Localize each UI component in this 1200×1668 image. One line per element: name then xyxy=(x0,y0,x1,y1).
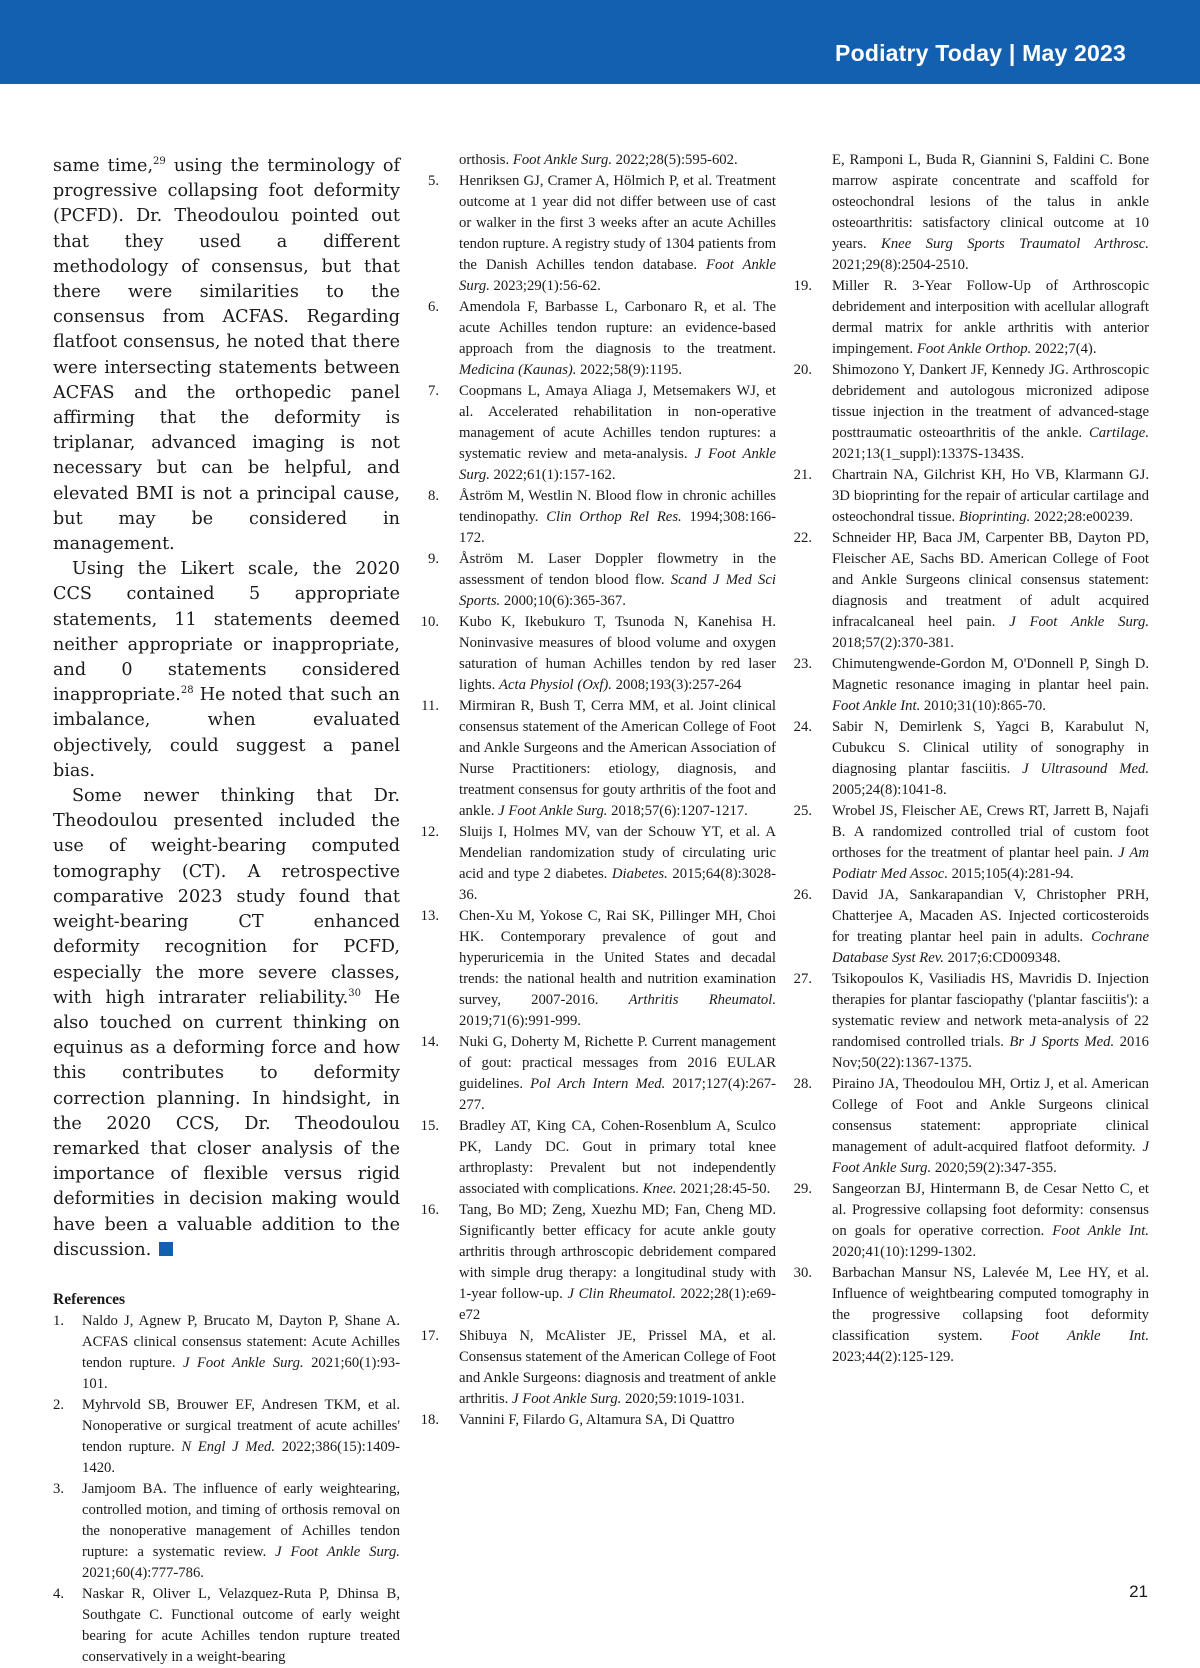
reference-details: 2016 Nov;50(22):1367-1375. xyxy=(832,1034,1149,1071)
reference-journal: J Foot Ankle Surg. xyxy=(512,1391,622,1407)
reference-text: Barbachan Mansur NS, Lalevée M, Lee HY, et al. Influence of weightbearing computed tomography in the progressive collapsing foot deformity classification system. xyxy=(832,1265,1149,1344)
reference-text: Sangeorzan BJ, Hintermann B, de Cesar Netto C, et al. Progressive collapsing foot deformity: consensus on goals for operative correction. xyxy=(832,1181,1149,1239)
reference-number: 21. xyxy=(793,467,812,483)
reference-number: 9. xyxy=(427,551,439,567)
reference-journal: J Foot Ankle Surg. xyxy=(832,1139,1149,1176)
reference-item xyxy=(423,696,776,822)
reference-journal: J Foot Ankle Surg. xyxy=(1009,614,1149,630)
reference-text: David JA, Sankarapandian V, Christopher PRH, Chatterjee A, Macaden AS. Injected corticosteroids for treating plantar heel pain in adults. xyxy=(832,887,1149,945)
reference-text: Shibuya N, McAlister JE, Prissel MA, et al. Consensus statement of the American College of Foot and Ankle Surgeons: diagnosis and treatment of ankle arthritis. xyxy=(459,1328,776,1407)
reference-text: Naskar R, Oliver L, Velazquez-Ruta P, Dhinsa B, Southgate C. Functional outcome of early weight bearing for acute Achilles tendon rupture treated conservatively in a weight-bearing xyxy=(82,1585,400,1665)
reference-details: 2022;386(15):1409-1420. xyxy=(82,1438,400,1476)
reference-item xyxy=(793,885,1149,969)
reference-text: Vannini F, Filardo G, Altamura SA, Di Quattro xyxy=(459,1412,735,1428)
reference-item xyxy=(420,822,776,906)
reference-item xyxy=(420,1200,776,1326)
reference-journal: Scand J Med Sci Sports. xyxy=(459,572,776,609)
reference-number: 30. xyxy=(793,1265,812,1281)
reference-number: 8. xyxy=(427,488,439,504)
reference-number: 20. xyxy=(793,362,812,378)
reference-details: 2021;13(1_suppl):1337S-1343S. xyxy=(832,446,1025,462)
reference-text: Schneider HP, Baca JM, Carpenter BB, Dayton PD, Fleischer AE, Sachs BD. American College of Foot and Ankle Surgeons clinical consensus statement: diagnosis and treatment of adult acquired infracalcaneal heel pain. xyxy=(832,530,1149,630)
reference-item xyxy=(793,654,1149,717)
reference-number: 18. xyxy=(420,1412,439,1428)
reference-text: Åström M, Westlin N. Blood flow in chronic achilles tendinopathy. xyxy=(459,488,776,525)
reference-journal: N Engl J Med. xyxy=(181,1438,276,1455)
reference-details: 2022;7(4). xyxy=(1031,341,1097,357)
article-paragraph: Using the Likert scale, the 2020 CCS contained 5 appropriate statements, 11 statements deemed neither appropriate or inappropriate, and 0 statements considered inappropriate.$^{28}$ He noted that such an imbalance, when evaluated objectively, could suggest a panel bias. xyxy=(53,559,400,781)
references-list-col2 xyxy=(420,171,777,1431)
references-list-col3 xyxy=(793,276,1149,1368)
citation-superscript: 28 xyxy=(180,685,194,697)
article-paragraph: Some newer thinking that Dr. Theodoulou presented included the use of weight-bearing computed tomography (CT). A retrospective comparative 2023 study found that weight-bearing CT enhanced deformity recognition for PCFD, especially the more severe classes, with high intrarater reliability.$^{30}$ He also touched on current thinking on equinus as a deforming force and how this contributes to deformity correction planning. In hindsight, in the 2020 CCS, Dr. Theodoulou remarked that closer analysis of the importance of flexible versus rigid deformities in decision making would have been a valuable addition to the discussion. xyxy=(53,786,400,1260)
reference-item xyxy=(793,969,1149,1074)
reference-journal: Knee. xyxy=(642,1181,677,1197)
reference-number: 16. xyxy=(420,1202,439,1218)
reference-journal: Foot Ankle Int. xyxy=(832,698,921,714)
reference-item xyxy=(53,1584,400,1668)
reference-text: Henriksen GJ, Cramer A, Hölmich P, et al. Treatment outcome at 1 year did not differ between use of cast or walker in the first 3 weeks after an acute Achilles tendon rupture. A registry study of 1304 patients from the Danish Achilles tendon database. xyxy=(459,173,776,273)
reference-text: Jamjoom BA. The influence of early weightearing, controlled motion, and timing of orthosis removal on the nonoperative management of Achilles tendon rupture: a systematic review. xyxy=(82,1480,400,1560)
reference-number: 24. xyxy=(793,719,812,735)
reference-number: 2. xyxy=(53,1396,65,1413)
reference-item xyxy=(793,1074,1149,1179)
reference-journal: Br J Sports Med. xyxy=(1009,1034,1115,1050)
reference-text: Piraino JA, Theodoulou MH, Ortiz J, et al. American College of Foot and Ankle Surgeons clinical consensus statement: appropriate clinical management of adult-acquired flatfoot deformity. xyxy=(832,1076,1149,1155)
reference-text: Mirmiran R, Bush T, Cerra MM, et al. Joint clinical consensus statement of the American College of Foot and Ankle Surgeons and the American Association of Nurse Practitioners: etiology, diagnosis, and treatment consensus for gouty arthritis of the foot and ankle. xyxy=(459,698,776,819)
reference-number: 1. xyxy=(53,1312,65,1329)
reference-text: Sluijs I, Holmes MV, van der Schouw YT, et al. A Mendelian randomization study of circulating uric acid and type 2 diabetes. xyxy=(459,824,776,882)
end-of-article-square-icon xyxy=(159,1242,173,1256)
reference-journal: Foot Ankle Surg. xyxy=(512,152,612,168)
reference-continued xyxy=(423,150,776,171)
reference-continued xyxy=(796,150,1149,276)
reference-item xyxy=(793,1179,1149,1263)
reference-item xyxy=(423,549,776,612)
reference-number: 13. xyxy=(420,908,439,924)
reference-number: 28. xyxy=(793,1076,812,1092)
reference-item xyxy=(793,465,1149,528)
reference-details: 2022;61(1):157-162. xyxy=(489,467,616,483)
reference-text: Kubo K, Ikebukuro T, Tsunoda N, Kanehisa H. Noninvasive measures of blood volume and oxygen saturation of human Achilles tendon by red laser lights. xyxy=(459,614,776,693)
reference-number: 3. xyxy=(53,1480,65,1497)
reference-item xyxy=(423,171,776,297)
reference-number: 7. xyxy=(427,383,439,399)
reference-text: Coopmans L, Amaya Aliaga J, Metsemakers WJ, et al. Accelerated rehabilitation in non-operative management of acute Achilles tendon ruptures: a systematic review and meta-analysis. xyxy=(459,383,776,462)
reference-journal: Cochrane Database Syst Rev. xyxy=(832,929,1149,966)
reference-details: 2019;71(6):991-999. xyxy=(459,1013,581,1029)
reference-journal: Medicina (Kaunas). xyxy=(459,362,577,378)
magazine-issue-title: Podiatry Today | May 2023 xyxy=(835,40,1126,66)
reference-item xyxy=(420,612,776,696)
reference-details: 2020;59:1019-1031. xyxy=(621,1391,745,1407)
reference-item xyxy=(793,528,1149,654)
reference-journal: J Foot Ankle Surg. xyxy=(275,1543,400,1560)
reference-text: Wrobel JS, Fleischer AE, Crews RT, Jarrett B, Najafi B. A randomized controlled trial of custom foot orthoses for the treatment of plantar heel pain. xyxy=(832,803,1149,861)
reference-item xyxy=(793,276,1149,360)
reference-number: 4. xyxy=(53,1585,65,1602)
references-list-col1 xyxy=(53,1311,400,1668)
page-number: 21 xyxy=(1129,1582,1148,1601)
reference-number: 11. xyxy=(421,698,439,714)
reference-text: Chartrain NA, Gilchrist KH, Ho VB, Klarmann GJ. 3D bioprinting for the repair of articular cartilage and osteochondral tissue. xyxy=(832,467,1149,525)
reference-details: 2020;59(2):347-355. xyxy=(931,1160,1057,1176)
reference-number: 23. xyxy=(793,656,812,672)
reference-number: 5. xyxy=(427,173,439,189)
reference-text: Nuki G, Doherty M, Richette P. Current management of gout: practical messages from 2016 EULAR guidelines. xyxy=(459,1034,776,1092)
reference-journal: J Am Podiatr Med Assoc. xyxy=(832,845,1149,882)
reference-text: Tang, Bo MD; Zeng, Xuezhu MD; Fan, Cheng MD. Significantly better efficacy for acute ankle gouty arthritis through arthroscopic debridement compared with simple drug therapy: a longitudinal study with 1-year follow-up. xyxy=(459,1202,776,1302)
reference-journal: Foot Ankle Int. xyxy=(1011,1328,1149,1344)
column-right xyxy=(793,150,1149,1368)
column-left xyxy=(53,154,400,1668)
reference-text: Naldo J, Agnew P, Brucato M, Dayton P, Shane A. ACFAS clinical consensus statement: Acute Achilles tendon rupture. xyxy=(82,1312,400,1371)
reference-details: 2017;127(4):267-277. xyxy=(459,1076,776,1113)
reference-details: 2023;44(2):125-129. xyxy=(832,1349,954,1365)
reference-text: Tsikopoulos K, Vasiliadis HS, Mavridis D. Injection therapies for plantar fasciopathy ('plantar fasciitis'): a systematic review and network meta-analysis of 22 randomised controlled trials. xyxy=(832,971,1149,1050)
reference-journal: J Foot Ankle Surg. xyxy=(498,803,608,819)
reference-details: 2015;105(4):281-94. xyxy=(948,866,1074,882)
citation-superscript: 29 xyxy=(153,156,166,167)
reference-journal: Clin Orthop Rel Res. xyxy=(546,509,682,525)
reference-details: 2020;41(10):1299-1302. xyxy=(832,1244,977,1260)
reference-details: 2010;31(10):865-70. xyxy=(920,698,1046,714)
reference-details: 2018;57(6):1207-1217. xyxy=(607,803,748,819)
reference-text: Sabir N, Demirlenk S, Yagci B, Karabulut N, Cubukcu S. Clinical utility of sonography in diagnosing plantar fasciitis. xyxy=(832,719,1149,777)
reference-item xyxy=(793,801,1149,885)
reference-item xyxy=(793,1263,1149,1368)
reference-item xyxy=(420,1410,776,1431)
reference-item xyxy=(420,906,777,1032)
reference-journal: Foot Ankle Surg. xyxy=(459,257,776,294)
reference-item xyxy=(423,486,776,549)
reference-item xyxy=(423,381,776,486)
column-middle xyxy=(420,150,777,1431)
reference-number: 17. xyxy=(420,1328,439,1344)
reference-text: Miller R. 3-Year Follow-Up of Arthroscopic debridement and interposition with acellular allograft dermal matrix for ankle arthritis with anterior impingement. xyxy=(832,278,1149,357)
reference-journal: Arthritis Rheumatol. xyxy=(628,992,777,1008)
reference-journal: Bioprinting. xyxy=(958,509,1031,525)
reference-details: 2021;60(1):93-101. xyxy=(82,1354,401,1392)
references-heading: References xyxy=(53,1290,126,1308)
citation-superscript: 30 xyxy=(348,987,361,999)
reference-details: 2017;6:CD009348. xyxy=(943,950,1061,966)
reference-journal: Pol Arch Intern Med. xyxy=(530,1076,666,1092)
reference-journal: J Clin Rheumatol. xyxy=(567,1286,676,1302)
reference-number: 19. xyxy=(793,278,812,294)
reference-number: 26. xyxy=(793,887,812,903)
reference-text: orthosis. xyxy=(459,152,513,168)
reference-item xyxy=(423,297,776,381)
reference-item xyxy=(793,360,1149,465)
header-banner xyxy=(0,0,1200,84)
reference-number: 15. xyxy=(420,1118,439,1134)
reference-journal: Acta Physiol (Oxf). xyxy=(499,677,612,693)
reference-details: 2022;28(1):e69-e72 xyxy=(459,1286,776,1323)
reference-details: 2021;60(4):777-786. xyxy=(82,1564,204,1581)
article-paragraph: same time,$^{29}$ using the terminology of progressive collapsing foot deformity (PCFD). Dr. Theodoulou pointed out that they used a different methodology of consensus, but that there were similarities to the consensus from ACFAS. Regarding flatfoot consensus, he noted that there were intersecting statements between ACFAS and the orthopedic panel affirming that the deformity is triplanar, advanced imaging is not necessary but can be helpful, and elevated BMI is not a principal cause, but may be considered in management. xyxy=(53,156,400,555)
reference-details: 2021;29(8):2504-2510. xyxy=(832,257,969,273)
reference-item xyxy=(53,1311,400,1395)
reference-journal: Knee Surg Sports Traumatol Arthrosc. xyxy=(881,236,1149,252)
reference-details: 2005;24(8):1041-8. xyxy=(832,782,947,798)
reference-item xyxy=(420,1326,776,1410)
reference-number: 29. xyxy=(793,1181,812,1197)
reference-journal: J Foot Ankle Surg. xyxy=(459,446,776,483)
reference-journal: Diabetes. xyxy=(611,866,668,882)
reference-details: 2015;64(8):3028-36. xyxy=(459,866,776,903)
reference-item xyxy=(53,1395,400,1479)
reference-item xyxy=(53,1479,400,1584)
reference-journal: J Foot Ankle Surg. xyxy=(182,1354,304,1371)
reference-details: 2021;28:45-50. xyxy=(676,1181,771,1197)
reference-details: 2022;58(9):1195. xyxy=(576,362,683,378)
reference-item xyxy=(420,1032,776,1116)
reference-text: Amendola F, Barbasse L, Carbonaro R, et al. The acute Achilles tendon rupture: an evidence-based approach from the diagnosis to the treatment. xyxy=(459,299,776,357)
reference-number: 10. xyxy=(420,614,439,630)
reference-text: Chimutengwende-Gordon M, O'Donnell P, Singh D. Magnetic resonance imaging in plantar heel pain. xyxy=(832,656,1149,693)
article-body xyxy=(53,154,400,1263)
reference-text: E, Ramponi L, Buda R, Giannini S, Faldini C. Bone marrow aspirate concentrate and scaffold for osteochondral lesions of the talus in ankle osteoarthritis: satisfactory clinical outcome at 10 years. xyxy=(832,152,1149,252)
reference-item xyxy=(420,1116,776,1200)
reference-details: 2000;10(6):365-367. xyxy=(500,593,626,609)
reference-number: 27. xyxy=(793,971,812,987)
reference-details: 2008;193(3):257-264 xyxy=(611,677,742,693)
reference-text: Chen-Xu M, Yokose C, Rai SK, Pillinger MH, Choi HK. Contemporary prevalence of gout and hyperuricemia in the United States and decadal trends: the national health and nutrition examination survey, 2007-2016. xyxy=(459,908,776,1008)
reference-number: 25. xyxy=(793,803,812,819)
reference-details: 2022;28(5):595-602. xyxy=(612,152,738,168)
reference-number: 14. xyxy=(420,1034,439,1050)
reference-journal: Foot Ankle Int. xyxy=(1052,1223,1149,1239)
reference-number: 12. xyxy=(420,824,439,840)
reference-number: 6. xyxy=(427,299,439,315)
reference-text: Bradley AT, King CA, Cohen-Rosenblum A, Sculco PK, Landy DC. Gout in primary total knee arthroplasty: Prevalent but not independently associated with complications. xyxy=(459,1118,776,1197)
reference-journal: Foot Ankle Orthop. xyxy=(916,341,1032,357)
reference-number: 22. xyxy=(793,530,812,546)
reference-details: 1994;308:166-172. xyxy=(459,509,776,546)
reference-journal: Cartilage. xyxy=(1089,425,1149,441)
reference-details: 2023;29(1):56-62. xyxy=(489,278,601,294)
reference-details: 2022;28:e00239. xyxy=(1030,509,1134,525)
reference-item xyxy=(793,717,1149,801)
reference-journal: J Ultrasound Med. xyxy=(1022,761,1149,777)
reference-text: Myhrvold SB, Brouwer EF, Andresen TKM, et al. Nonoperative or surgical treatment of acute achilles' tendon rupture. xyxy=(82,1396,400,1455)
reference-text: Shimozono Y, Dankert JF, Kennedy JG. Arthroscopic debridement and autologous micronized adipose tissue injection in the treatment of advanced-stage posttraumatic osteoarthritis of the ankle. xyxy=(832,362,1149,441)
reference-text: Åström M. Laser Doppler flowmetry in the assessment of tendon blood flow. xyxy=(459,551,776,588)
reference-details: 2018;57(2):370-381. xyxy=(832,635,954,651)
